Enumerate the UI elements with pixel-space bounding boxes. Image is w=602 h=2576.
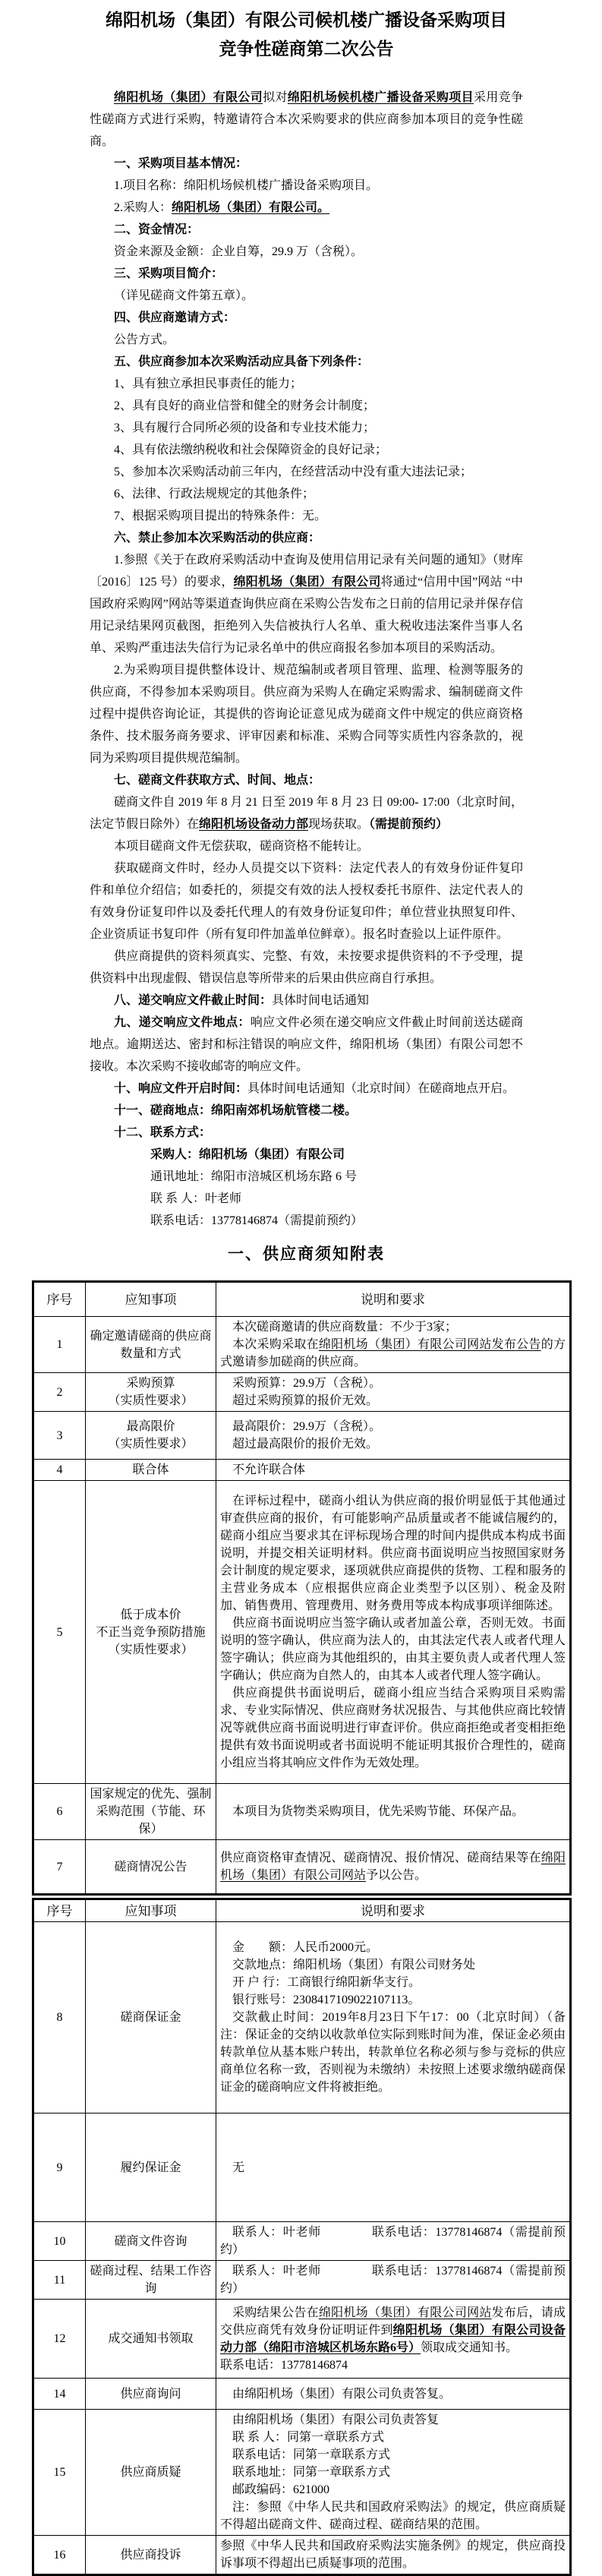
row-no: 10: [33, 2222, 86, 2261]
item-line: 不正当竞争预防措施: [96, 1625, 206, 1639]
desc-paragraph: 在评标过程中，磋商小组认为供应商的报价明显低于其他通过审查供应商的报价，有可能影响产品质量或者不能诚信履约的，磋商小组应当要求其在评标现场合理的时间内提供成本构成书面说明，并提交相关证明材料。供应商书面说明应当按照国家财务会计制度的规定要求，逐项就供应商提供的货物、工程和服务的主营业务成本（应根据供应商企业类型予以区别）、税金及附加、销售费用、管理费用、财务费用等成本构成事项详细陈述。: [220, 1495, 566, 1612]
section7-heading: 七、磋商文件获取方式、时间、地点：: [114, 774, 321, 787]
table-row: [33, 1840, 571, 1895]
row-item: 磋商情况公告: [86, 1840, 216, 1895]
contact-phone-run: 联系电话：13778146874（需提前预约）: [220, 2265, 566, 2295]
spacer: [321, 2265, 372, 2278]
section6-heading: 六、禁止参加本次采购活动的供应商：: [114, 532, 321, 545]
desc-run: 的方式邀请参加磋商的供应商。: [220, 1338, 566, 1368]
row-desc: [216, 2261, 571, 2300]
section5-item: 1、具有独立承担民事责任的能力；: [114, 377, 303, 390]
contact-person: 联 系 人：叶老师: [150, 1192, 242, 1205]
credit-notice-rest: 将通过“信用中国”网站 “中国政府采购网”网站等渠道查询供应商在采购公告发布之日前的信用记录并保存信用记录结果网页截图，拒绝列入失信被执行人名单、重大税收违法案件当事人名单、采购严重违法失信行为记录名单中的供应商报名参加本项目的采购活动。: [90, 576, 523, 655]
suppliers-notice-table-1: [32, 1280, 572, 1896]
row-item: 供应商询问: [86, 2379, 216, 2410]
table-row: [33, 2261, 571, 2300]
section5-item: 3、具有履行合同所必须的设备和专业技术能力；: [114, 421, 376, 434]
section6-para1: [90, 549, 523, 659]
section9-line: [90, 1012, 523, 1078]
section8-line: [90, 990, 523, 1012]
desc-run: 供应商资格审查情况、磋商情况、报价情况、磋商结果等在: [220, 1852, 541, 1864]
item-line: （实质性要求）: [108, 1394, 194, 1407]
obtain-location-emphasis: 绵阳机场设备动力部: [199, 818, 309, 831]
item-line: 低于成本价: [120, 1608, 181, 1621]
row-no: 4: [33, 1460, 86, 1481]
row-item: 成交通知书领取: [86, 2300, 216, 2379]
row-no: 9: [33, 2114, 86, 2222]
section4-heading: 四、供应商邀请方式：: [114, 311, 236, 324]
deposit-amount-line: 金 额：人民币2000元。: [232, 1941, 379, 1954]
desc-line: 由绵阳机场（集团）有限公司负责答复。: [232, 2387, 452, 2401]
row-desc: [216, 2410, 571, 2536]
deposit-bank-line: 开 户 行：工商银行绵阳新华支行。: [232, 1976, 421, 1989]
pickup-phone-line: 联系电话：13778146874: [220, 2358, 348, 2372]
contact-phone: 联系电话：13778146874（需提前预约）: [150, 1214, 364, 1227]
section5-item: 2、具有良好的商业信誉和健全的财务会计制度；: [114, 399, 376, 412]
desc-run: 发布后，请成交供应商凭有效身份证明证件到: [220, 2306, 566, 2337]
appointment-note: （需提前预约）: [369, 818, 449, 831]
table-row: [33, 1922, 571, 2114]
item-line: （实质性要求）: [108, 1643, 194, 1656]
section6-para2: 2.为采购项目提供整体设计、规范编制或者项目管理、监理、检测等服务的供应商，不得参加本采购项目。供应商为采购人在确定采购需求、编制磋商文件过程中提供咨询论证，其提供的咨询论证意见成为磋商文件中规定的供应商资格条件、技术服务商务要求、评审因素和标准、采购合同等实质性内容条款的，视同为采购项目提供规范编制。: [90, 664, 523, 765]
col-header-item: 应知事项: [86, 1282, 216, 1317]
contact-phone-run: 联系电话：13778146874（需提前预约）: [220, 2226, 566, 2256]
desc-line: 注：参照《中华人民共和国政府采购法》的规定，供应商质疑不得超出磋商文件、磋商过程、磋商结果的范围。: [220, 2501, 566, 2531]
row-desc: [216, 2536, 571, 2575]
table-row: [33, 1784, 571, 1840]
section3-text: （详见磋商文件第五章）。: [114, 289, 254, 302]
section11-line: 十一、磋商地点：绵阳南郊机场航管楼二楼。: [114, 1104, 358, 1117]
desc-paragraph: [220, 2304, 566, 2357]
row-desc: [216, 1317, 571, 1373]
table-row: [33, 2300, 571, 2379]
item-line: 最高限价: [126, 1420, 175, 1433]
section1-heading: 一、采购项目基本情况：: [114, 157, 248, 170]
section5-item: 7、根据采购项目提出的特殊条件：无。: [114, 510, 327, 522]
contact-address: 通讯地址：绵阳市涪城区机场东路 6 号: [150, 1170, 358, 1183]
row-item: [86, 1412, 216, 1460]
intro-rest: 采用竞争性磋商方式进行采购，特邀请符合本次采购要求的供应商参加本项目的竞争性磋商。: [90, 91, 523, 148]
website-emphasis: 绵阳机场（集团）有限公司网站: [220, 1852, 566, 1882]
desc-line: 联系电话：同第一章联系方式: [232, 2448, 391, 2461]
row-desc: [216, 2300, 571, 2379]
desc-line: 不允许联合体: [232, 1463, 306, 1476]
desc-run: 领取成交通知书。: [421, 2341, 518, 2354]
desc-line: 联系地址：同第一章联系方式: [232, 2466, 391, 2479]
obtain-onsite: 现场获取。: [308, 818, 370, 831]
desc-line: [220, 2224, 566, 2259]
section5-item: 5、参加本次采购活动前三年内，在经营活动中没有重大违法记录；: [114, 466, 473, 478]
section4-text: 公告方式。: [114, 333, 175, 346]
doc-obtain-time: 磋商文件自 2019 年 8 月 21 日至 2019 年 8 月 23 日 09:00- 17:00（北京时间，法定节假日除外）在: [90, 796, 523, 831]
website-emphasis: 绵阳机场（集团）有限公司网站: [318, 2306, 492, 2319]
row-item: 磋商过程、结果工作咨询: [86, 2261, 216, 2300]
row-item: 履约保证金: [86, 2114, 216, 2222]
intro-connector: 拟对: [263, 91, 288, 104]
desc-line: [220, 1336, 566, 1371]
desc-line: 超过最高限价的报价无效。: [232, 1438, 379, 1451]
row-item: 磋商保证金: [86, 1922, 216, 2114]
desc-line: 邮政编码：621000: [232, 2483, 330, 2496]
table-row: [33, 1460, 571, 1481]
contact-person-run: 联系人：叶老师: [232, 2226, 321, 2239]
table-row: [33, 1317, 571, 1373]
row-item: [86, 1373, 216, 1412]
col-header-desc: 说明和要求: [216, 1899, 571, 1922]
row-item: 供应商质疑: [86, 2410, 216, 2536]
desc-line: 由绵阳机场（集团）有限公司负责答复: [232, 2413, 440, 2426]
item-line: 采购预算: [126, 1377, 175, 1390]
col-header-item: 应知事项: [86, 1899, 216, 1922]
doc-title: [90, 6, 523, 64]
purchaser-label: 2.采购人：: [114, 201, 172, 214]
section2-heading: 二、资金情况：: [114, 223, 200, 236]
section7-para2: 本项目磋商文件无偿获取，磋商资格不能转让。: [114, 840, 370, 853]
company-name-emphasis: 绵阳机场（集团）有限公司: [233, 576, 381, 589]
desc-line: 参照《中华人民共和国政府采购法实施条例》的规定，供应商投诉事项不得超出已质疑事项的范围。: [220, 2540, 566, 2570]
section5-item: 4、具有依法缴纳税收和社会保障资金的良好记录；: [114, 444, 388, 456]
desc-run: 采购结果公告在: [232, 2306, 319, 2319]
section12-heading: 十二、联系方式：: [114, 1126, 212, 1139]
desc-paragraph: 供应商书面说明应当签字确认或者加盖公章，否则无效。书面说明的签字确认，供应商为法人的，由其法定代表人或者代理人签字确认；供应商为其他组织的，由其主要负责人或者代理人签字确认；供应商为自然人的，由其本人或者代理人签字确认。: [220, 1617, 566, 1682]
desc-line: [220, 2262, 566, 2297]
desc-line: 最高限价：29.9万（含税）。: [232, 1420, 382, 1433]
doc-title-line2: 竞争性磋商第二次公告: [219, 39, 394, 58]
website-announcement-emphasis: 绵阳机场（集团）有限公司网站发布公告: [318, 1338, 541, 1351]
section3-heading: 三、采购项目简介：: [114, 267, 224, 280]
item-line: （实质性要求）: [108, 1438, 194, 1451]
contact-purchaser: 采购人：绵阳机场（集团）有限公司: [150, 1148, 345, 1161]
desc-line: 采购预算：29.9万（含税）。: [232, 1377, 382, 1390]
desc-line: 本项目为货物类采购项目，优先采购节能、环保产品。: [232, 1805, 525, 1818]
section5-item: 6、法律、行政法规规定的其他条件；: [114, 488, 315, 500]
desc-run: 予以公告。: [366, 1869, 427, 1882]
section8-text: 具体时间电话通知: [272, 994, 370, 1007]
section1-item2: [90, 197, 523, 219]
row-item: 供应商投诉: [86, 2536, 216, 2575]
desc-line: 无: [232, 2161, 245, 2174]
row-desc: [216, 1460, 571, 1481]
table-row: [33, 2379, 571, 2410]
intro-paragraph: [90, 87, 523, 153]
section7-para4: 供应商提供的资料须真实、完整、有效，未按要求提供资料的不予受理，提供资料中出现虚假、错误信息等所带来的后果由供应商自行承担。: [90, 950, 523, 985]
row-desc: [216, 1481, 571, 1784]
desc-paragraph: 供应商提供书面说明后，磋商小组应当结合采购项目采购需求、专业实际情况、供应商财务状况报告、与其他供应商比较情况等就供应商书面说明进行审查评价。供应商拒绝或者变相拒绝提供有效书面说明或者书面说明不能证明其报价合理性的，磋商小组应当将其响应文件作为无效处理。: [220, 1687, 566, 1769]
desc-line: 本次磋商邀请的供应商数量：不少于3家；: [232, 1321, 458, 1334]
row-no: 2: [33, 1373, 86, 1412]
section8-label: 八、递交响应文件截止时间：: [114, 994, 273, 1007]
section7-para3: 获取磋商文件时，经办人员提交以下资料：法定代表人的有效身份证件复印件和单位介绍信；如委托的，须提交有效的法人授权委托书原件、法定代表人的有效身份证复印件以及委托代理人的有效身份证复印件；单位营业执照复印件、企业资质证书复印件（所有复印件加盖单位鲜章）。报名时查验以上证件原件。: [90, 862, 523, 941]
attachment-title: 一、供应商须知附表: [228, 1245, 385, 1263]
section7-para1: [90, 791, 523, 835]
row-desc: [216, 1784, 571, 1840]
section9-text: 响应文件必须在递交响应文件截止时间前送达磋商地点。逾期送达、密封和标注错误的响应文件，绵阳机场（集团）有限公司恕不接收。本次采购不接收邮寄的响应文件。: [90, 1016, 523, 1073]
table-row: [33, 2114, 571, 2222]
section5-heading: 五、供应商参加本次采购活动应具备下列条件：: [114, 355, 370, 368]
row-no: 8: [33, 1922, 86, 2114]
table-header-row: [33, 1282, 571, 1317]
desc-run: 本次采购采取在: [232, 1338, 319, 1351]
table-row: [33, 1412, 571, 1460]
section10-label: 十、响应文件开启时间：: [114, 1082, 248, 1095]
row-no: 3: [33, 1412, 86, 1460]
row-item: 联合体: [86, 1460, 216, 1481]
purchaser-name-emphasis: 绵阳机场（集团）有限公司: [114, 91, 263, 104]
row-desc: [216, 1412, 571, 1460]
row-desc: [216, 1373, 571, 1412]
row-no: 14: [33, 2379, 86, 2410]
row-item: 国家规定的优先、强制采购范围（节能、环保）: [86, 1784, 216, 1840]
deposit-place-line: 交款地点：绵阳机场（集团）有限公司财务处: [232, 1959, 476, 1971]
spacer: [321, 2226, 372, 2239]
row-no: 1: [33, 1317, 86, 1373]
section2-text: 资金来源及金额：企业自筹，29.9 万（含税）。: [114, 245, 364, 258]
project-name-emphasis: 绵阳机场候机楼广播设备采购项目: [287, 91, 474, 104]
table-row: [33, 1481, 571, 1784]
section10-line: [90, 1078, 523, 1100]
row-no: 11: [33, 2261, 86, 2300]
row-item: [86, 1481, 216, 1784]
row-no: 16: [33, 2536, 86, 2575]
contact-person-run: 联系人：叶老师: [232, 2265, 321, 2278]
row-no: 12: [33, 2300, 86, 2379]
credit-notice-text: 1.参照《关于在政府采购活动中查询及使用信用记录有关问题的通知》（财库〔2016〕125 号）的要求，: [90, 554, 523, 589]
row-desc: [216, 1840, 571, 1895]
suppliers-notice-table-2: [32, 1898, 572, 2576]
row-item: 确定邀请磋商的供应商数量和方式: [86, 1317, 216, 1373]
row-desc: [216, 2114, 571, 2222]
col-header-desc: 说明和要求: [216, 1282, 571, 1317]
deposit-account-line: 银行账号：2308417109022107113。: [232, 1994, 421, 2006]
section9-label: 九、递交响应文件地点：: [114, 1016, 251, 1029]
doc-title-line1: 绵阳机场（集团）有限公司候机楼广播设备采购项目: [106, 11, 507, 30]
table-row: [33, 1373, 571, 1412]
table-row: [33, 2410, 571, 2536]
row-desc: [216, 2222, 571, 2261]
row-no: 6: [33, 1784, 86, 1840]
table-header-row: [33, 1899, 571, 1922]
col-header-no: 序号: [33, 1282, 86, 1317]
desc-line: 联 系 人：同第一章联系方式: [232, 2431, 385, 2444]
section10-text: 具体时间电话通知（北京时间）在磋商地点开启。: [247, 1082, 515, 1095]
row-item: 磋商文件咨询: [86, 2222, 216, 2261]
row-no: 15: [33, 2410, 86, 2536]
row-desc: [216, 1922, 571, 2114]
col-header-no: 序号: [33, 1899, 86, 1922]
row-desc: [216, 2379, 571, 2410]
row-no: 7: [33, 1840, 86, 1895]
purchaser-value: 绵阳机场（集团）有限公司。: [172, 201, 330, 214]
deposit-deadline-line: 交款截止时间：2019年8月23日下午17：00（北京时间）（备注：保证金的交纳以收款单位实际到账时间为准，保证金必须由转款单位从基本账户转出，转款单位名称必须与参与竞标的供应商单位名称一致，否则视为未缴纳）未按照上述要求缴纳磋商保证金的磋商响应文件将被拒绝。: [220, 2011, 566, 2094]
table-row: [33, 2222, 571, 2261]
pickup-location-emphasis: 绵阳机场（集团）有限公司设备动力部（绵阳市涪城区机场东路6号）: [220, 2323, 566, 2354]
table-row: [33, 2536, 571, 2575]
row-no: 5: [33, 1481, 86, 1784]
desc-line: [220, 1849, 566, 1884]
section1-item1: 1.项目名称：绵阳机场候机楼广播设备采购项目。: [114, 179, 379, 192]
desc-line: 超过采购预算的报价无效。: [232, 1394, 379, 1407]
